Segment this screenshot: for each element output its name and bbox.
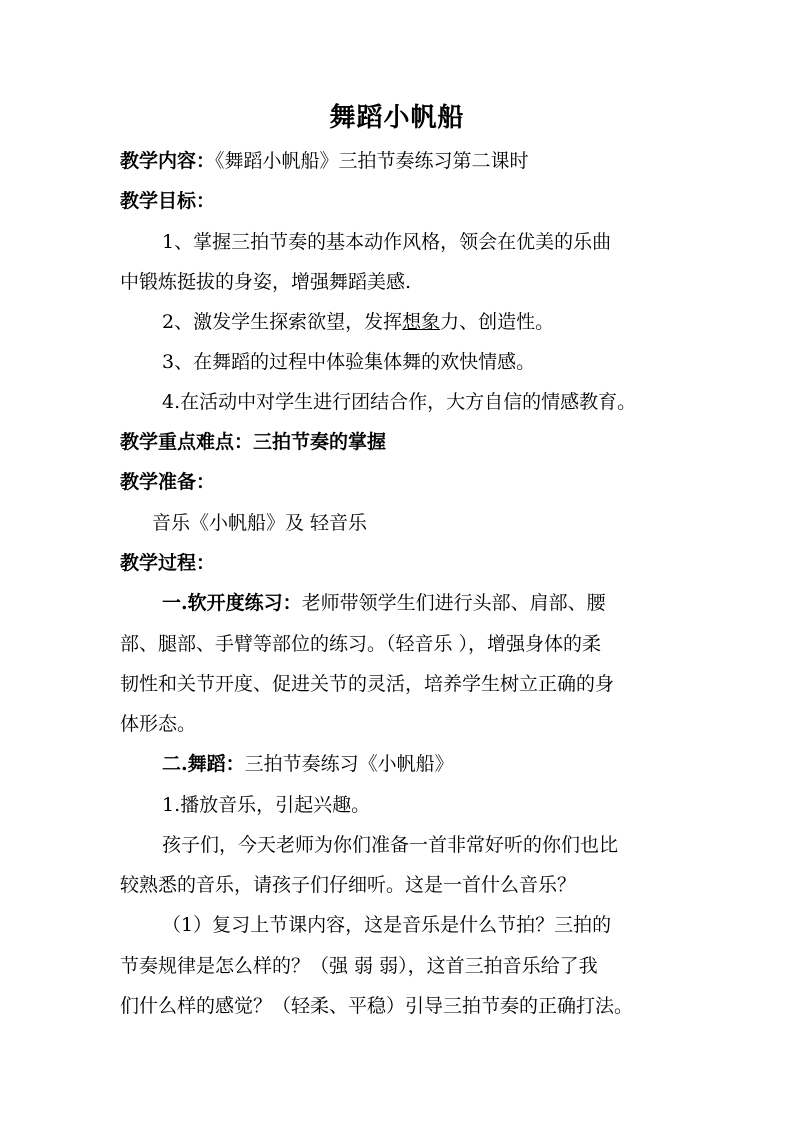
goal4-line: 4.在活动中对学生进行团结合作，大方自信的情感教育。 [162, 391, 637, 413]
prep-value: 音乐《小帆船》及 轻音乐 [152, 512, 368, 534]
goal2-line [162, 309, 722, 335]
page-title: 舞蹈小帆船 [329, 103, 465, 133]
step1-line2: 部、腿部、手臂等部位的练习。（轻音乐 ），增强身体的柔 [120, 633, 602, 655]
goals-heading: 教学目标： [120, 190, 216, 212]
content-value: 《舞蹈小帆船》三拍节奏练习第二课时 [215, 150, 529, 172]
step2-label: 二.舞蹈： [162, 753, 245, 775]
goal2-part1: 2、激发学生探索欲望，发挥 [162, 311, 403, 333]
para1-line2: 较熟悉的音乐，请孩子们仔细听。这是一首什么音乐？ [120, 874, 577, 896]
goal1-line1: 1、掌握三拍节奏的基本动作风格，领会在优美的乐曲 [162, 231, 612, 253]
key-points-line: 教学重点难点：三拍节奏的掌握 [120, 431, 387, 453]
step2-line [162, 751, 722, 777]
para1-line1: 孩子们，今天老师为你们准备一首非常好听的你们也比 [162, 834, 619, 856]
prep-heading: 教学准备： [120, 471, 216, 493]
step1-line1 [162, 590, 722, 616]
goal1-line2: 中锻炼挺拔的身姿，增强舞蹈美感. [120, 271, 412, 293]
process-heading: 教学过程： [120, 552, 216, 574]
step1-label: 一.软开度练习： [162, 592, 302, 614]
step1-line4: 体形态。 [120, 713, 197, 735]
goal2-part2: 力、创造性。 [440, 311, 555, 333]
para2-line1: （1）复习上节课内容，这是音乐是什么节拍？三拍的 [162, 914, 612, 936]
goal3-line: 3、在舞蹈的过程中体验集体舞的欢快情感。 [162, 351, 536, 373]
content-label: 教学内容： [120, 150, 216, 172]
step1-line3: 韧性和关节开度、促进关节的灵活，培养学生树立正确的身 [120, 673, 615, 695]
goal2-underlined: 想象 [402, 311, 441, 333]
para2-line3: 们什么样的感觉？（轻柔、平稳）引导三拍节奏的正确打法。 [120, 995, 634, 1017]
sub1-line: 1.播放音乐，引起兴趣。 [162, 794, 371, 816]
step2-text: 三拍节奏练习《小帆船》 [244, 753, 454, 775]
content-line [120, 148, 680, 174]
step1-line1-text: 老师带领学生们进行头部、肩部、腰 [301, 592, 606, 614]
para2-line2: 节奏规律是怎么样的？（强 弱 弱），这首三拍音乐给了我 [120, 955, 598, 977]
